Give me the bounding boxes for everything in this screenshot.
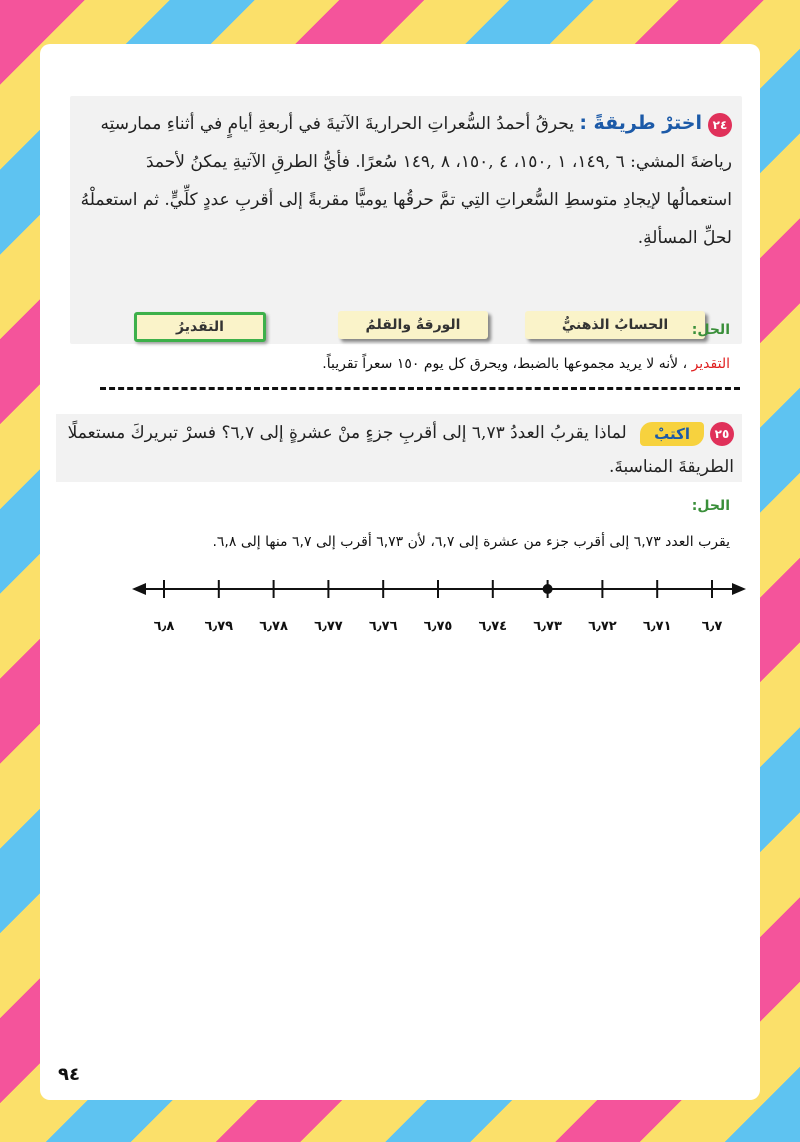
option-paper-pencil-button[interactable]: الورقةُ والقلمُ	[338, 311, 488, 339]
question-25-text-block	[64, 416, 734, 484]
number-line-marked-point	[543, 584, 553, 594]
question-24-text-block	[77, 104, 732, 257]
question-25-box	[56, 414, 742, 482]
number-line-label: ٦٫٧٣	[533, 619, 562, 634]
question-24-box	[70, 96, 742, 344]
number-line-label: ٦٫٧٧	[314, 619, 343, 634]
question-25-number: ٢٥	[710, 422, 734, 446]
number-line-label: ٦٫٧	[701, 619, 723, 634]
question-24-title: اخترْ طريقةً :	[579, 112, 702, 134]
question-25-text: لماذا يقربُ العددُ ٦,٧٣ إلى أقربِ جزءٍ منْ عشرةٍ إلى ٦,٧؟ فسرْ تبريركَ مستعملًا الطريقةَ المناسبةَ.	[67, 423, 734, 477]
write-tag: اكتبْ	[640, 422, 704, 446]
page-number: ٩٤	[58, 1064, 80, 1085]
number-line-label: ٦٫٧١	[642, 619, 672, 634]
number-line-label: ٦٫٧٩	[204, 619, 234, 634]
page	[40, 44, 760, 1100]
number-line-label: ٦٫٧٢	[588, 619, 617, 634]
number-line-label: ٦٫٧٤	[478, 619, 508, 634]
solution-1-body: ، لأنه لا يريد مجموعها بالضبط، ويحرق كل يوم ١٥٠ سعراً تقريباً.	[322, 356, 688, 372]
solution-2-label: الحل:	[691, 498, 730, 514]
solution-1-label: الحل:	[691, 322, 730, 338]
number-line-label: ٦٫٧٨	[259, 619, 288, 634]
question-24-number: ٢٤	[708, 113, 732, 137]
number-line-label: ٦٫٨	[153, 619, 175, 634]
solution-1-text	[130, 356, 730, 372]
number-line-label: ٦٫٧٥	[423, 619, 453, 634]
dashed-separator	[100, 387, 740, 390]
solution-1-highlight: التقدير	[691, 356, 730, 372]
number-line-left-arrow	[132, 583, 146, 595]
question-24-text: يحرقُ أحمدُ السُّعراتِ الحراريةَ الآتيةَ في أربعةِ أيامٍ في أثناءِ ممارستِه رياضةَ المشي: ٦ ,١٤٩، ١ ,١٥٠، ٤ ,١٥٠، ٨ ,١٤٩ سُعرًا. فأيُّ الطرقِ الآتيةِ يمكنُ لأحمدَ استعمالُها لإيجادِ متوسطِ السُّعراتِ التِي تمَّ حرقُها يوميًّا مقربةً إلى أقربِ عددٍ كلِّيٍّ. ثم استعملْهُ لحلِّ المسألةِ.	[80, 114, 732, 248]
number-line-right-arrow	[732, 583, 746, 595]
number-line	[132, 572, 746, 642]
option-mental-math-button[interactable]: الحسابُ الذهنيُّ	[525, 311, 705, 339]
number-line-label: ٦٫٧٦	[368, 619, 398, 634]
option-estimate-button[interactable]: التقديرُ	[134, 312, 266, 342]
solution-2-text: يقرب العدد ٦,٧٣ إلى أقرب جزء من عشرة إلى ٦,٧، لأن ٦,٧٣ أقرب إلى ٦,٧ منها إلى ٦,٨.	[212, 534, 730, 550]
